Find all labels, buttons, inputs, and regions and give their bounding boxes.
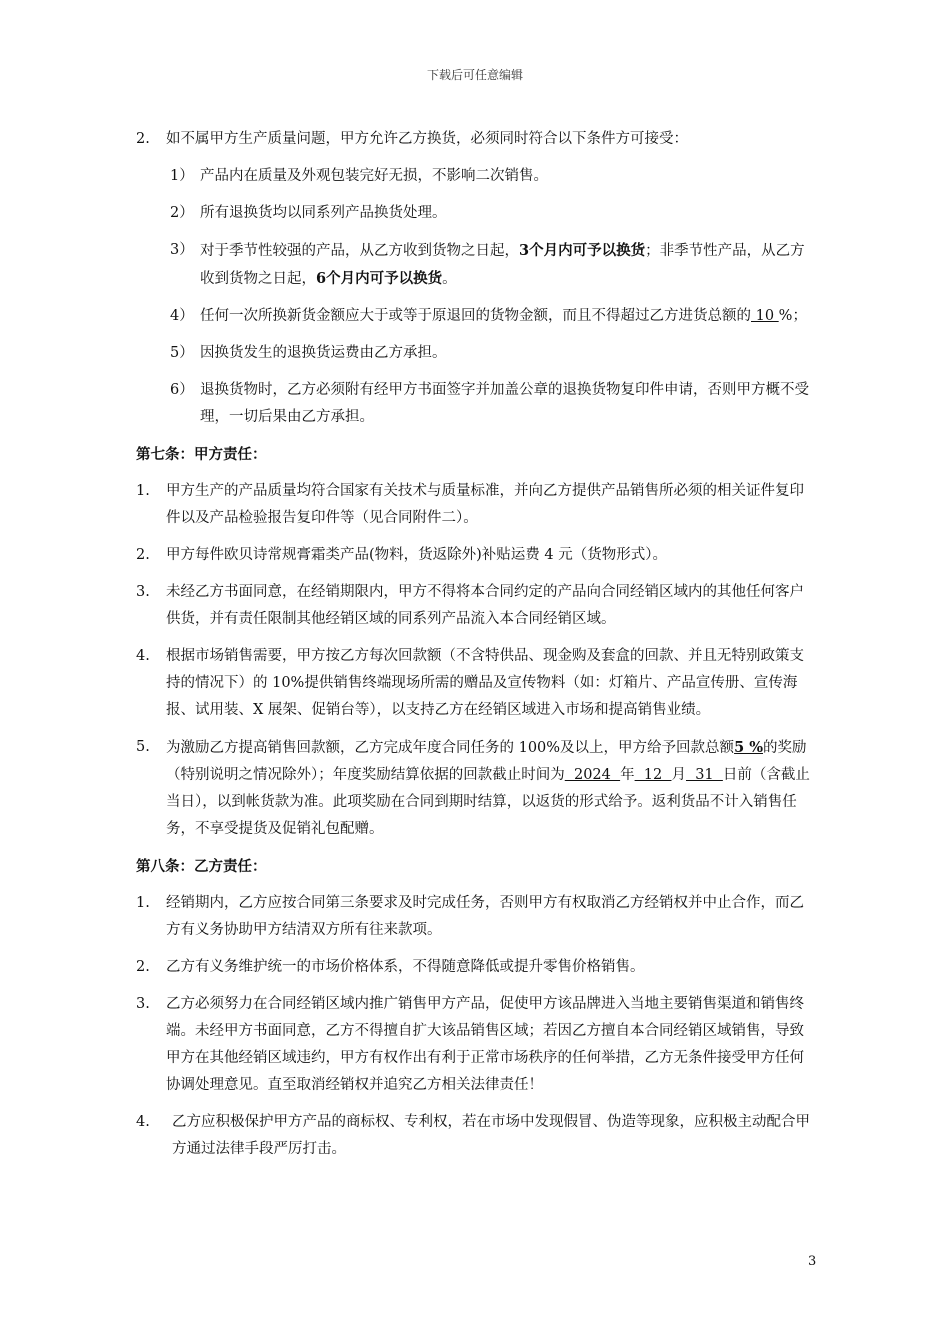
text-run: 的奖励（特别说明之情况除外）；年度奖励结算依据的回款截止时间为 bbox=[166, 740, 807, 783]
text-run: 年 bbox=[620, 767, 635, 783]
text-run: 为激励乙方提高销售回款额，乙方完成年度合同任务的 100%及以上，甲方给予回款总额 bbox=[166, 740, 735, 756]
clause-8-item-3 bbox=[136, 991, 816, 1099]
sub-item-text: 因换货发生的退换货运费由乙方承担。 bbox=[200, 345, 447, 361]
clause-8-item-1 bbox=[136, 890, 816, 944]
page-number: 3 bbox=[808, 1254, 817, 1269]
sub-item-number: 1） bbox=[170, 168, 194, 184]
text-run: 。 bbox=[442, 271, 457, 287]
item-number: 3. bbox=[136, 996, 150, 1012]
sub-item-text bbox=[200, 243, 805, 287]
text-run: 月 bbox=[671, 767, 686, 783]
sub-item-5 bbox=[136, 340, 816, 367]
item-number: 2. bbox=[136, 959, 150, 975]
item-text: 未经乙方书面同意，在经销期限内，甲方不得将本合同约定的产品向合同经销区域内的其他任何客户供货，并有责任限制其他经销区域的同系列产品流入本合同经销区域。 bbox=[166, 584, 804, 627]
sub-item-number: 6） bbox=[170, 382, 194, 398]
page-header: 下载后可任意编辑 bbox=[426, 68, 523, 82]
item-number: 4. bbox=[136, 1114, 150, 1130]
item-text: 甲方生产的产品质量均符合国家有关技术与质量标准，并向乙方提供产品销售所必须的相关证件复印件以及产品检验报告复印件等（见合同附件二）。 bbox=[166, 483, 804, 526]
sub-item-text: 退换货物时，乙方必须附有经甲方书面签字并加盖公章的退换货物复印件申请，否则甲方概不受理，一切后果由乙方承担。 bbox=[200, 382, 809, 425]
text-run: %； bbox=[778, 308, 807, 324]
sub-item-number: 3） bbox=[170, 242, 194, 258]
text-run: ；非季节性产品，从乙方收到货物之日起， bbox=[200, 243, 805, 287]
section-7-heading: 第七条：甲方责任： bbox=[136, 446, 267, 463]
sub-item-2 bbox=[136, 200, 816, 227]
sub-item-number: 2） bbox=[170, 205, 194, 221]
bold-term: 6个月内可予以换货 bbox=[316, 270, 443, 287]
clause-6-item-2 bbox=[136, 126, 816, 153]
sub-item-text: 所有退换货均以同系列产品换货处理。 bbox=[200, 205, 447, 221]
sub-item-3 bbox=[136, 237, 816, 293]
section-8-heading: 第八条：乙方责任： bbox=[136, 858, 267, 875]
text-run: 对于季节性较强的产品，从乙方收到货物之日起， bbox=[200, 243, 519, 259]
clause-7-item-1 bbox=[136, 478, 816, 532]
item-text: 乙方必须努力在合同经销区域内推广销售甲方产品，促使甲方该品牌进入当地主要销售渠道和销售终端。未经甲方书面同意，乙方不得擅自扩大该品销售区域；若因乙方擅自本合同经销区域销售，导致甲方在其他经销区域违约，甲方有权作出有利于正常市场秩序的任何举措，乙方无条件接受甲方任何协调处理意见。直至取消经销权并追究乙方相关法律责任！ bbox=[166, 996, 804, 1093]
text-run: 任何一次所换新货金额应大于或等于原退回的货物金额，而且不得超过乙方进货总额的 bbox=[200, 308, 751, 324]
sub-item-number: 4） bbox=[170, 308, 194, 324]
filled-blank: 10 bbox=[751, 308, 779, 324]
item-text: 如不属甲方生产质量问题，甲方允许乙方换货，必须同时符合以下条件方可接受： bbox=[166, 131, 688, 147]
reward-percentage: 5 % bbox=[734, 739, 763, 756]
year-blank: 2024 bbox=[564, 767, 621, 783]
item-number: 5. bbox=[136, 739, 150, 755]
sub-item-6 bbox=[136, 377, 816, 431]
item-number: 2. bbox=[136, 547, 150, 563]
clause-8-item-2 bbox=[136, 954, 816, 981]
item-text: 乙方有义务维护统一的市场价格体系，不得随意降低或提升零售价格销售。 bbox=[166, 959, 645, 975]
sub-item-text: 产品内在质量及外观包装完好无损，不影响二次销售。 bbox=[200, 168, 548, 184]
bold-term: 3个月内可予以换货 bbox=[519, 242, 646, 259]
day-blank: 31 bbox=[685, 767, 723, 783]
sub-item-number: 5） bbox=[170, 345, 194, 361]
sub-item-4 bbox=[136, 303, 816, 330]
item-text: 根据市场销售需要，甲方按乙方每次回款额（不含特供品、现金购及套盒的回款、并且无特别政策支持的情况下）的 10%提供销售终端现场所需的赠品及宣传物料（如：灯箱片、产品宣传册、宣传海报、试用装、X 展架、促销台等），以支持乙方在经销区域进入市场和提高销售业绩。 bbox=[166, 648, 804, 718]
item-text: 乙方应积极保护甲方产品的商标权、专利权，若在市场中发现假冒、伪造等现象，应积极主动配合甲方通过法律手段严厉打击。 bbox=[172, 1114, 810, 1157]
clause-7-item-3 bbox=[136, 579, 816, 633]
clause-7-item-2 bbox=[136, 542, 816, 569]
item-number: 1. bbox=[136, 483, 150, 499]
month-blank: 12 bbox=[634, 767, 672, 783]
clause-8-item-4 bbox=[136, 1109, 816, 1163]
clause-7-item-4 bbox=[136, 643, 816, 724]
item-number: 3. bbox=[136, 584, 150, 600]
item-number: 4. bbox=[136, 648, 150, 664]
sub-item-text bbox=[200, 308, 807, 324]
item-text: 甲方每件欧贝诗常规膏霜类产品(物料，货返除外)补贴运费 4 元（货物形式）。 bbox=[166, 547, 668, 563]
item-text bbox=[166, 740, 810, 837]
document-body bbox=[136, 126, 816, 1173]
item-number: 1. bbox=[136, 895, 150, 911]
clause-7-item-5 bbox=[136, 734, 816, 843]
sub-item-1 bbox=[136, 163, 816, 190]
item-number: 2. bbox=[136, 131, 150, 147]
text-run: 日前（含截止当日），以到帐货款为准。此项奖励在合同到期时结算，以返货的形式给予。返利货品不计入销售任务，不享受提货及促销礼包配赠。 bbox=[166, 767, 810, 837]
item-text: 经销期内，乙方应按合同第三条要求及时完成任务，否则甲方有权取消乙方经销权并中止合作，而乙方有义务协助甲方结清双方所有往来款项。 bbox=[166, 895, 804, 938]
